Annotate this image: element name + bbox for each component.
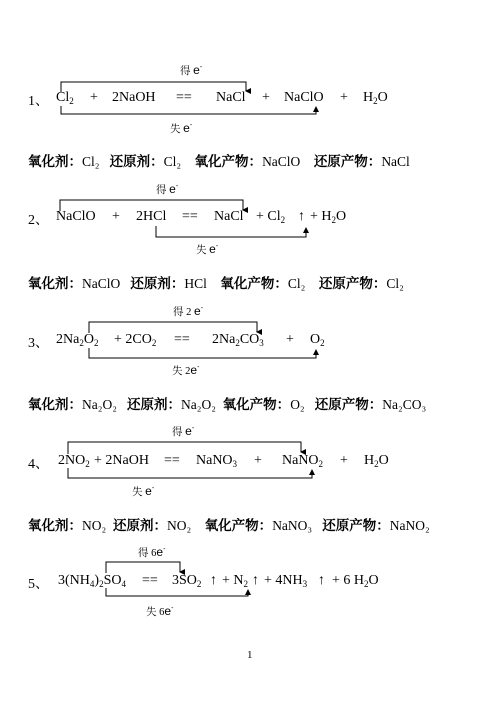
r4-lose-arrow [68, 468, 312, 478]
r1-lose-label: 失 e- [170, 121, 193, 135]
r4-product-c: NaNO$_3$ [196, 453, 238, 469]
r4-gain-label: 得 e- [172, 424, 195, 438]
r2-lose-label: 失 e- [196, 242, 219, 256]
r4-number: 4、 [28, 457, 49, 472]
r1-plus3: + [340, 90, 348, 105]
r2-description: 氧化剂：NaClO 还原剂：HCl 氧化产物：Cl₂ 还原产物：Cl₂ [28, 276, 404, 291]
r4-description: 氧化剂：NO₂ 还原剂：NO₂ 氧化产物：NaNO₃ 还原产物：NaNO₂ [28, 518, 430, 533]
r1-gain-label: 得 e- [180, 63, 203, 77]
r5-gain-label: 得 6e- [138, 545, 166, 559]
r1-plus2: + [262, 90, 270, 105]
r1-reactant-b: 2NaOH [112, 90, 156, 105]
r1-equation [28, 90, 49, 110]
r4-lose-label: 失 e- [132, 484, 155, 498]
r1-lose-arrow [61, 106, 316, 114]
r1-product-e: $H_2O$ [363, 90, 388, 106]
r3-equals: == [174, 332, 190, 347]
r4-product-e: $H_2O$ [364, 453, 389, 469]
r3-product-c: $2Na_2CO_3$ [212, 332, 264, 348]
r3-gain-label: 得 2 e- [173, 304, 204, 318]
r5-product-n2: + $N_2$ [222, 573, 249, 589]
r5-lose-label: 失 6e- [146, 604, 174, 618]
r2-product-cl2: + $Cl_2$ [256, 209, 286, 225]
r5-equals: == [142, 573, 158, 588]
r4-plus3: + [340, 453, 348, 468]
r1-product-d: NaClO [284, 90, 324, 105]
r2-plus1: + [112, 209, 120, 224]
r2-lose-arrow [156, 226, 306, 237]
r1-equals: == [176, 90, 192, 105]
r5-reactant-a: $3(NH_4)_2SO_4$ [58, 573, 126, 589]
r2-gain-label: 得 e- [156, 182, 179, 196]
r2-equals: == [182, 209, 198, 224]
r1-description: 氧化剂：Cl₂ 还原剂：Cl₂ 氧化产物：NaClO 还原产物：NaCl [28, 154, 410, 169]
r3-reactant-a: $2Na_2O_2$ [56, 332, 99, 348]
r5-lose-arrow [106, 588, 248, 596]
r3-lose-arrow [89, 348, 316, 358]
r5-up-arrow-2: ↑ [252, 573, 259, 588]
r5-product-so2: $3SO_2$ [172, 573, 202, 589]
r5-gain-arrow [106, 562, 180, 573]
r4-reactant-b: + 2NaOH [94, 453, 149, 468]
r2-number: 2、 [28, 213, 49, 228]
r3-lose-label: 失 2e- [172, 363, 200, 377]
r3-product-d: $O_2$ [310, 332, 325, 348]
r3-reactant-b: + $2CO_2$ [114, 332, 157, 348]
r1-product-c: NaCl [216, 90, 246, 105]
r2-product-water: + $H_2O$ [310, 209, 347, 225]
r3-description: 氧化剂：Na₂O₂ 还原剂：Na₂O₂ 氧化产物：O₂ 还原产物：Na₂CO₃ [28, 397, 427, 412]
r1-number: 1、 [28, 94, 49, 109]
r4-reactant-a: $2NO_2$ [58, 453, 90, 469]
r5-up-arrow-1: ↑ [210, 573, 217, 588]
r4-plus2: + [254, 453, 262, 468]
r1-reactant-a: $Cl_2$ [56, 90, 74, 106]
r5-product-water: + 6 $H_2O$ [332, 573, 379, 589]
r5-up-arrow-3: ↑ [318, 573, 325, 588]
r3-number: 3、 [28, 336, 49, 351]
r5-product-nh3: + $4NH_3$ [264, 573, 308, 589]
r2-product-c: NaCl [214, 209, 244, 224]
r4-product-d: NaNO$_2$ [282, 453, 324, 469]
r2-reactant-a: NaClO [56, 209, 96, 224]
r4-equals: == [164, 453, 180, 468]
r2-reactant-b: 2HCl [136, 209, 167, 224]
r2-up-arrow: ↑ [298, 209, 305, 224]
r3-plus2: + [286, 332, 294, 347]
r1-plus1: + [90, 90, 98, 105]
r5-number: 5、 [28, 577, 49, 592]
page-number: 1 [247, 649, 253, 661]
